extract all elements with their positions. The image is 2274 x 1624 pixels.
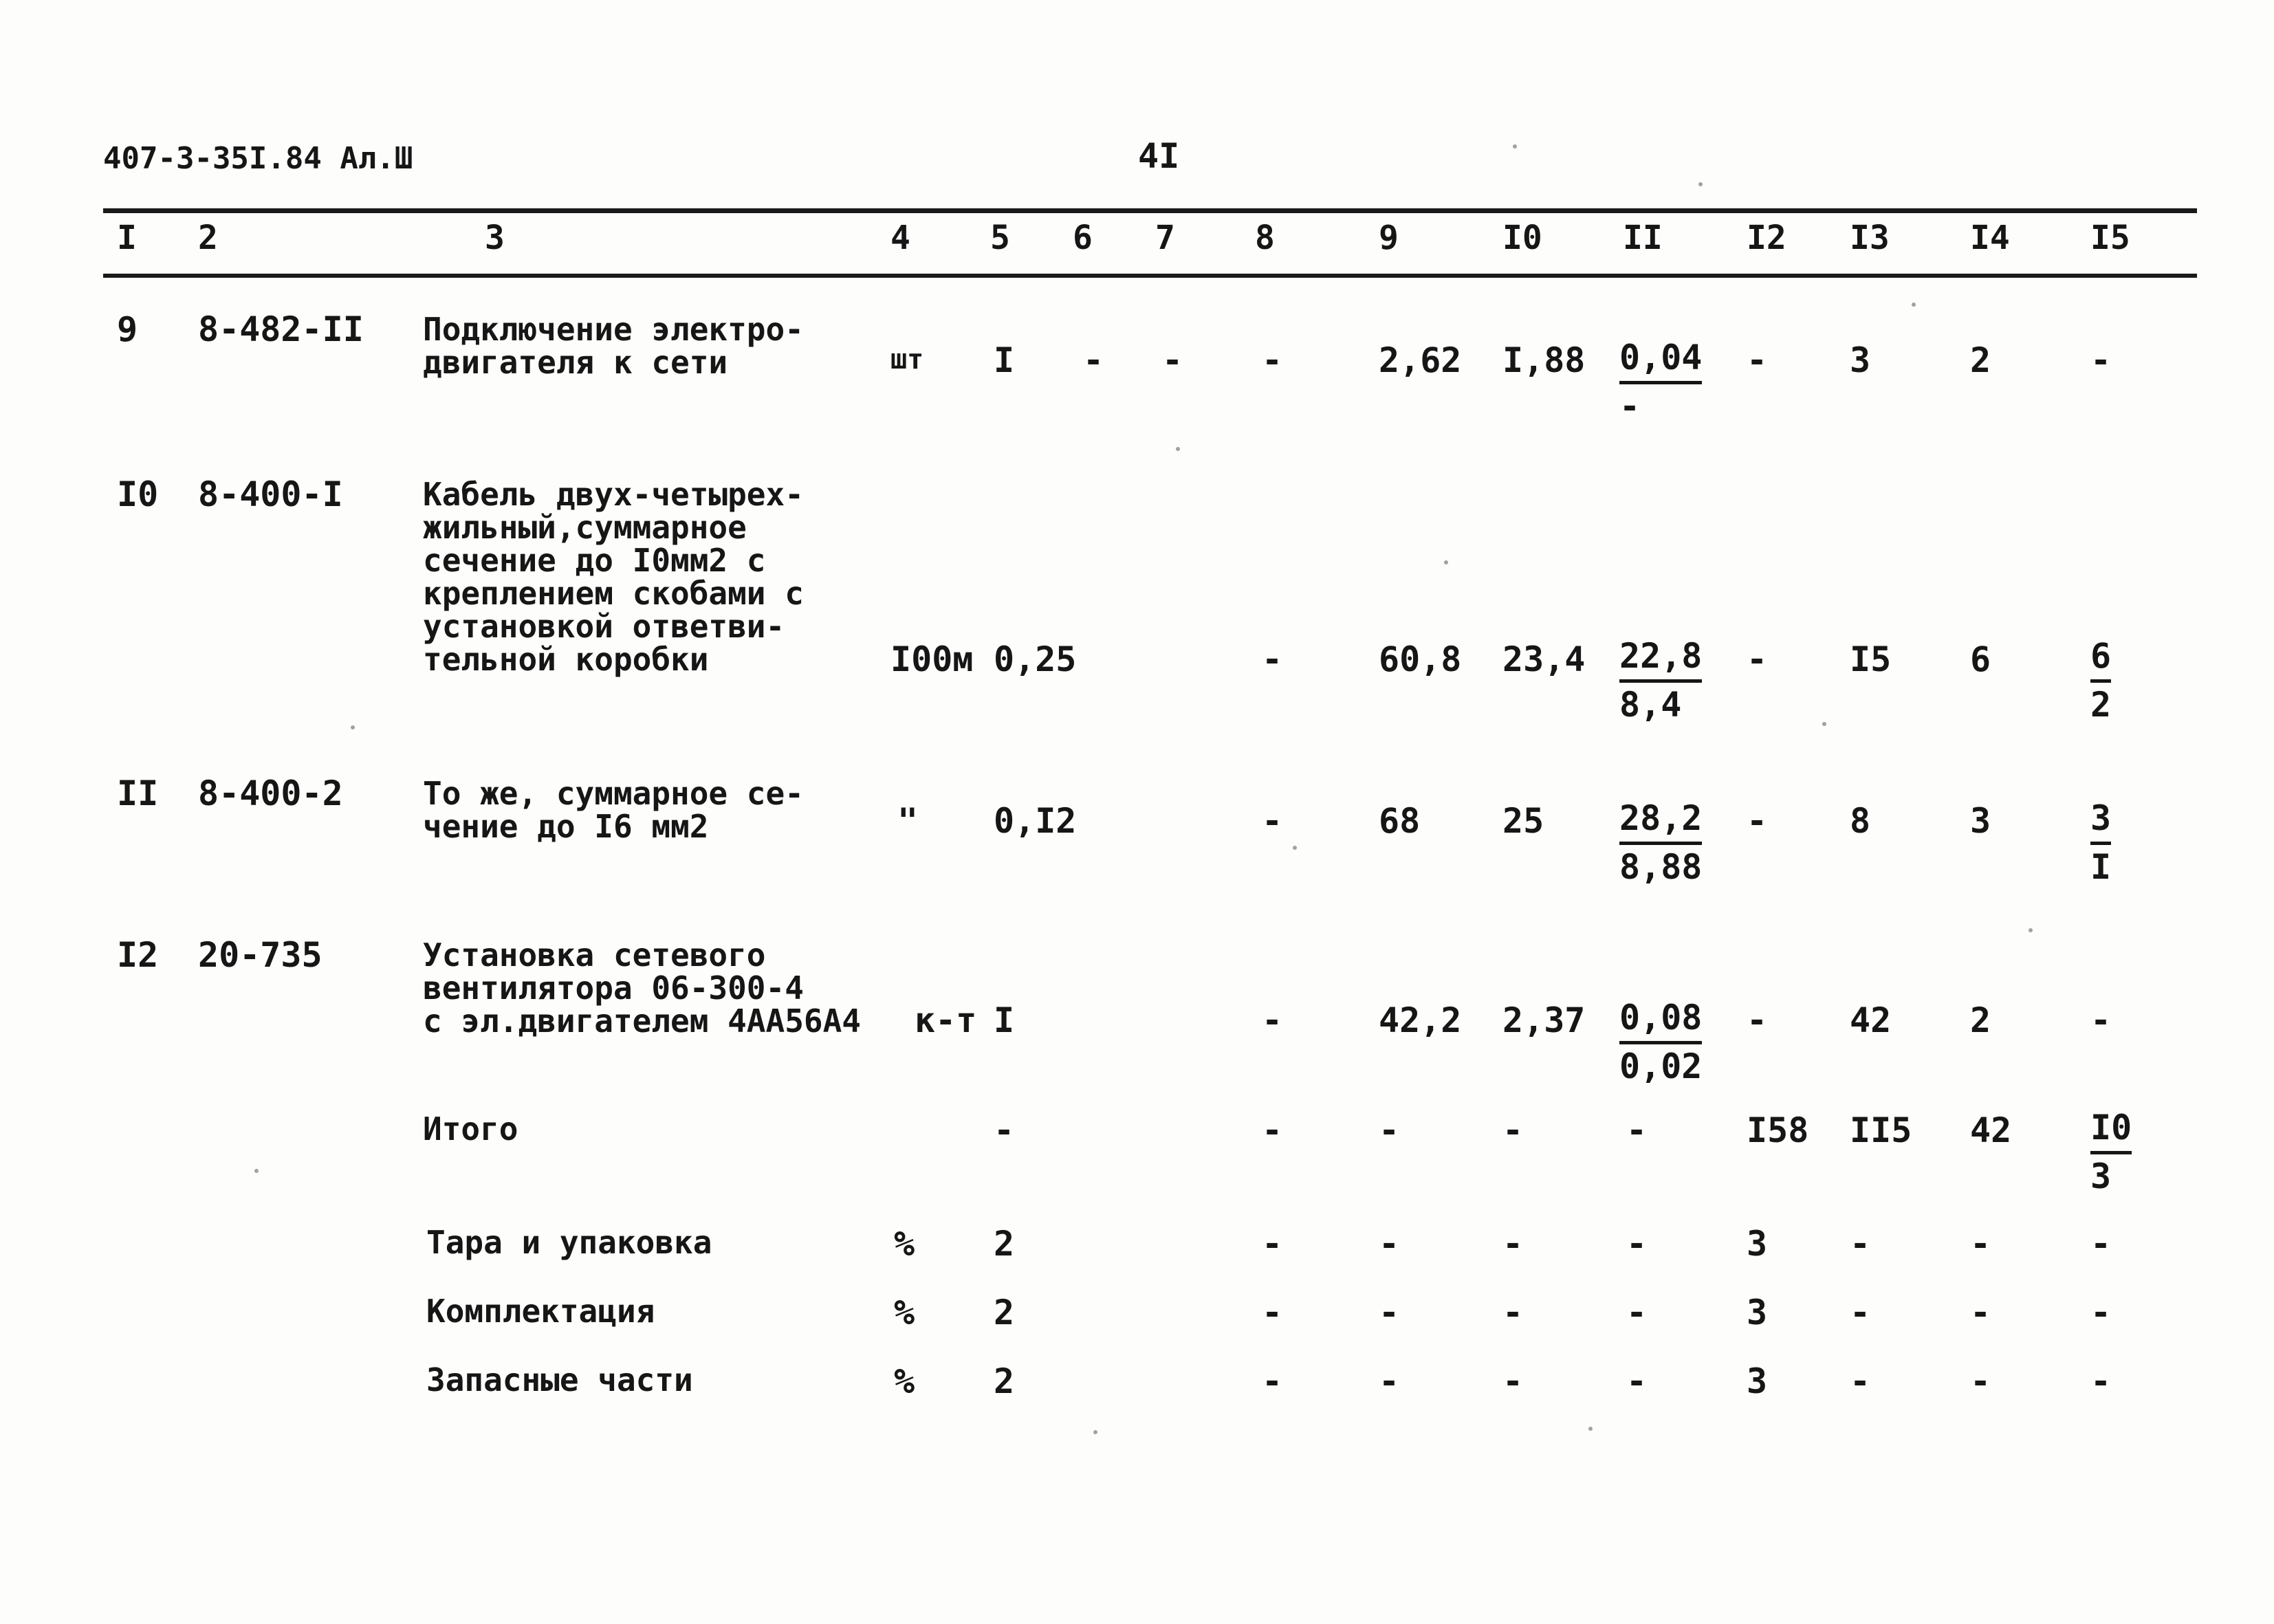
row-12-col11: [1619, 996, 1702, 1088]
spare-parts-col13: -: [1850, 1361, 1871, 1401]
row-10-col15: [2090, 634, 2111, 727]
row-10-col14: 6: [1970, 639, 1991, 679]
row-9-col7: -: [1162, 340, 1183, 380]
completion-col12: 3: [1747, 1293, 1768, 1332]
row-11-col9: 68: [1379, 801, 1421, 841]
row-11-col5: 0,I2: [994, 801, 1077, 841]
row-11-col11-bottom: 8,88: [1619, 847, 1703, 887]
row-9-unit: шт: [890, 344, 924, 375]
row-10-number: I0: [117, 474, 159, 514]
column-header-10: I0: [1502, 219, 1542, 257]
totals-col9: -: [1379, 1110, 1400, 1150]
completion-col14: -: [1970, 1293, 1991, 1332]
row-10-col11: [1619, 634, 1702, 727]
row-9-col14: 2: [1970, 340, 1991, 380]
row-9-col11-bottom: -: [1619, 386, 1641, 426]
column-header-6: 6: [1073, 219, 1093, 257]
row-10-col11-bottom: 8,4: [1619, 685, 1682, 725]
row-12-col11-bottom: 0,02: [1619, 1046, 1703, 1086]
column-header-13: I3: [1850, 219, 1890, 257]
row-12-col12: -: [1747, 1000, 1768, 1040]
spare-parts-unit: %: [894, 1361, 915, 1401]
packaging-col10: -: [1502, 1224, 1524, 1264]
column-header-1: I: [117, 219, 137, 257]
packaging-col11: -: [1626, 1224, 1648, 1264]
totals-col12: I58: [1747, 1110, 1809, 1150]
row-10-code: 8-400-I: [198, 474, 343, 514]
row-10-col5: 0,25: [994, 639, 1077, 679]
completion-col11: -: [1626, 1293, 1648, 1332]
row-9-description: Подключение электро- двигателя к сети: [423, 311, 804, 381]
row-9-col6: -: [1083, 340, 1104, 380]
row-12-description: Установка сетевого вентилятора 06-300-4 с эл.двигателем 4АА56А4: [423, 936, 861, 1040]
row-12-code: 20-735: [198, 935, 322, 975]
completion-col9: -: [1379, 1293, 1400, 1332]
row-9-col12: -: [1747, 340, 1768, 380]
row-10-col12: -: [1747, 639, 1768, 679]
spare-parts-col15: -: [2090, 1361, 2112, 1401]
row-12-col9: 42,2: [1379, 1000, 1462, 1040]
row-11-col15-top: 3: [2090, 796, 2111, 845]
row-11-col15: [2090, 796, 2111, 889]
row-9-col10: I,88: [1502, 340, 1586, 380]
totals-col14: 42: [1970, 1110, 2012, 1150]
row-10-col8: -: [1262, 639, 1283, 679]
spare-parts-col11: -: [1626, 1361, 1648, 1401]
column-header-5: 5: [990, 219, 1010, 257]
column-header-9: 9: [1379, 219, 1399, 257]
column-header-4: 4: [890, 219, 910, 257]
packaging-unit: %: [894, 1224, 915, 1264]
row-11-col13: 8: [1850, 801, 1871, 841]
row-9-code: 8-482-II: [198, 309, 364, 349]
spare-parts-label: Запасные части: [426, 1361, 693, 1398]
row-11-col11-top: 28,2: [1619, 796, 1702, 845]
column-header-12: I2: [1747, 219, 1786, 257]
row-11-number: II: [117, 773, 159, 813]
packaging-col5: 2: [994, 1224, 1015, 1264]
packaging-col8: -: [1262, 1224, 1283, 1264]
totals-col15-bottom: 3: [2090, 1156, 2112, 1196]
totals-col8: -: [1262, 1110, 1283, 1150]
row-11-col12: -: [1747, 801, 1768, 841]
row-10-col13: I5: [1850, 639, 1892, 679]
completion-col8: -: [1262, 1293, 1283, 1332]
totals-label: Итого: [423, 1110, 518, 1148]
column-header-11: II: [1623, 219, 1663, 257]
scan-speck: [2029, 928, 2033, 932]
completion-col5: 2: [994, 1293, 1015, 1332]
row-9-col11: [1619, 336, 1702, 428]
packaging-col14: -: [1970, 1224, 1991, 1264]
row-11-col14: 3: [1970, 801, 1991, 841]
scan-speck: [1912, 303, 1916, 307]
spare-parts-col8: -: [1262, 1361, 1283, 1401]
row-9-col13: 3: [1850, 340, 1871, 380]
scan-speck: [1513, 144, 1517, 149]
scan-speck: [1176, 447, 1180, 451]
packaging-col12: 3: [1747, 1224, 1768, 1264]
packaging-col9: -: [1379, 1224, 1400, 1264]
completion-col15: -: [2090, 1293, 2112, 1332]
scan-speck: [1093, 1430, 1097, 1434]
row-10-col9: 60,8: [1379, 639, 1462, 679]
totals-col15-top: I0: [2090, 1106, 2132, 1154]
row-11-col15-bottom: I: [2090, 847, 2112, 887]
scan-speck: [1444, 560, 1448, 564]
row-11-col10: 25: [1502, 801, 1544, 841]
row-12-unit: к-т: [915, 1000, 977, 1040]
row-9-col15: -: [2090, 340, 2112, 380]
column-header-8: 8: [1255, 219, 1275, 257]
packaging-label: Тара и упаковка: [426, 1224, 712, 1261]
row-11-unit: ": [897, 801, 919, 841]
row-12-col8: -: [1262, 1000, 1283, 1040]
row-11-description: То же, суммарное се- чение до I6 мм2: [423, 775, 804, 845]
spare-parts-col12: 3: [1747, 1361, 1768, 1401]
row-9-col11-top: 0,04: [1619, 336, 1702, 384]
row-9-col8: -: [1262, 340, 1283, 380]
row-12-col13: 42: [1850, 1000, 1892, 1040]
scan-speck: [1588, 1427, 1593, 1431]
table-header-rule: [103, 274, 2197, 278]
row-10-col11-top: 22,8: [1619, 634, 1702, 683]
packaging-col15: -: [2090, 1224, 2112, 1264]
row-11-col8: -: [1262, 801, 1283, 841]
page-number: 4I: [1138, 136, 1180, 176]
row-10-unit: I00м: [890, 639, 974, 679]
column-header-3: 3: [485, 219, 505, 257]
row-10-col10: 23,4: [1502, 639, 1586, 679]
scan-speck: [254, 1169, 259, 1173]
totals-col15: [2090, 1106, 2132, 1198]
completion-label: Комплектация: [426, 1293, 655, 1330]
row-12-col5: I: [994, 1000, 1015, 1040]
spare-parts-col14: -: [1970, 1361, 1991, 1401]
scan-speck: [1822, 722, 1826, 726]
document-code: 407-3-35I.84 Ал.Ш: [103, 141, 413, 176]
spare-parts-col10: -: [1502, 1361, 1524, 1401]
row-12-number: I2: [117, 935, 159, 975]
row-12-col11-top: 0,08: [1619, 996, 1702, 1044]
completion-unit: %: [894, 1293, 915, 1332]
column-header-7: 7: [1155, 219, 1175, 257]
scan-speck: [1698, 182, 1703, 186]
completion-col13: -: [1850, 1293, 1871, 1332]
column-header-15: I5: [2090, 219, 2130, 257]
row-12-col14: 2: [1970, 1000, 1991, 1040]
packaging-col13: -: [1850, 1224, 1871, 1264]
column-header-2: 2: [198, 219, 218, 257]
totals-col13: II5: [1850, 1110, 1912, 1150]
spare-parts-col9: -: [1379, 1361, 1400, 1401]
scan-speck: [1293, 846, 1297, 850]
spare-parts-col5: 2: [994, 1361, 1015, 1401]
row-11-col11: [1619, 796, 1702, 889]
row-10-col15-top: 6: [2090, 634, 2111, 683]
totals-col11: -: [1626, 1110, 1648, 1150]
row-9-number: 9: [117, 309, 138, 349]
table-top-rule: [103, 208, 2197, 213]
row-9-col5: I: [994, 340, 1015, 380]
row-9-col9: 2,62: [1379, 340, 1462, 380]
column-header-14: I4: [1970, 219, 2010, 257]
row-10-description: Кабель двух-четырех- жильный,суммарное сечение до I0мм2 с креплением скобами с установкой ответви- тельной коробки: [423, 476, 804, 678]
row-10-col15-bottom: 2: [2090, 685, 2112, 725]
scan-speck: [351, 725, 355, 729]
completion-col10: -: [1502, 1293, 1524, 1332]
row-11-code: 8-400-2: [198, 773, 343, 813]
totals-col10: -: [1502, 1110, 1524, 1150]
row-12-col10: 2,37: [1502, 1000, 1586, 1040]
totals-col5: -: [994, 1110, 1015, 1150]
row-12-col15: -: [2090, 1000, 2112, 1040]
